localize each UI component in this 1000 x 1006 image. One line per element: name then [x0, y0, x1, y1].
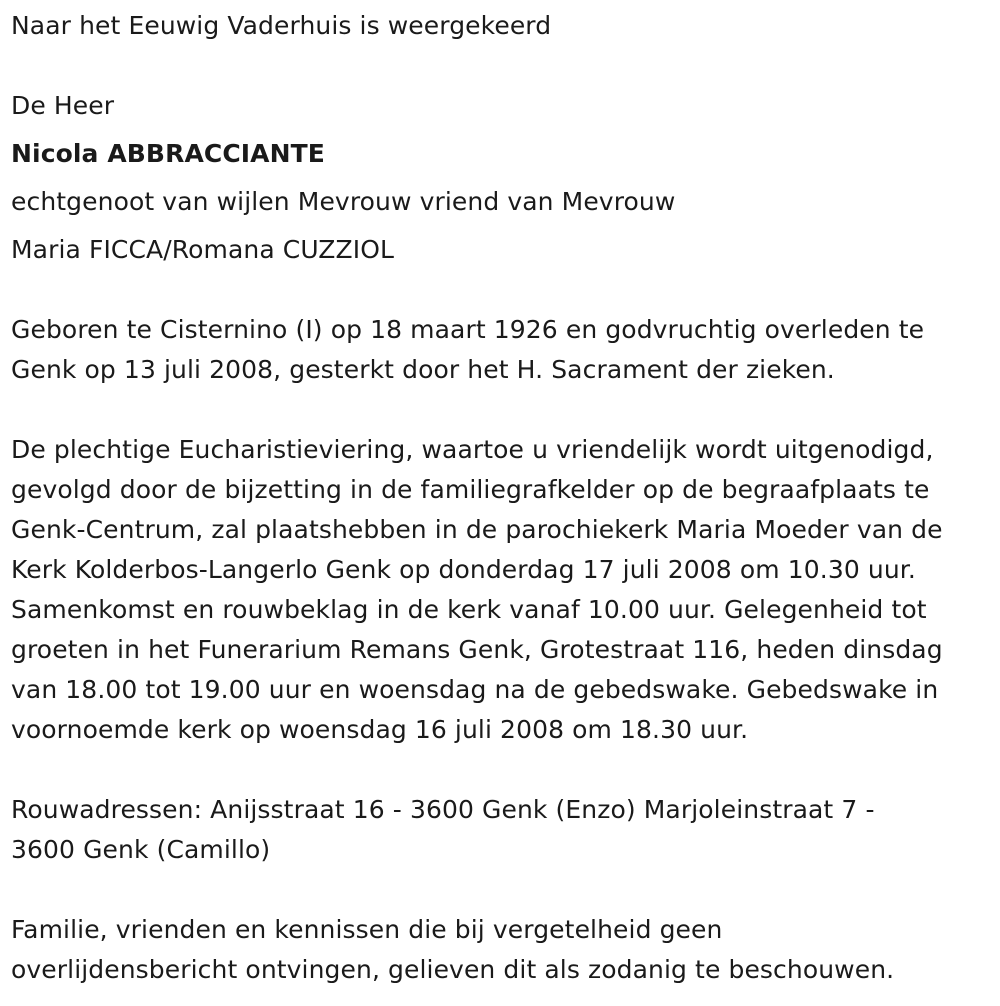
ceremony-line: Kerk Kolderbos-Langerlo Genk op donderdag 17 juli 2008 om 10.30 uur. [11, 555, 916, 584]
addresses-paragraph [11, 790, 996, 870]
birth-paragraph [11, 310, 996, 390]
address-line: Rouwadressen: Anijsstraat 16 - 3600 Genk (Enzo) Marjoleinstraat 7 - [11, 795, 875, 824]
relation-line-2: Maria FICCA/Romana CUZZIOL [11, 235, 395, 264]
birth-line: Geboren te Cisternino (I) op 18 maart 1926 en godvruchtig overleden te [11, 315, 925, 344]
relation-line-1: echtgenoot van wijlen Mevrouw vriend van Mevrouw [11, 187, 676, 216]
ceremony-line: Genk-Centrum, zal plaatshebben in de parochiekerk Maria Moeder van de [11, 515, 943, 544]
address-line: 3600 Genk (Camillo) [11, 835, 271, 864]
ceremony-line: Samenkomst en rouwbeklag in de kerk vanaf 10.00 uur. Gelegenheid tot [11, 595, 927, 624]
closing-paragraph [11, 910, 996, 990]
closing-line: overlijdensbericht ontvingen, gelieven dit als zodanig te beschouwen. [11, 955, 895, 984]
deceased-name: Nicola ABBRACCIANTE [11, 139, 325, 168]
closing-line: Familie, vrienden en kennissen die bij vergetelheid geen [11, 915, 723, 944]
birth-line: Genk op 13 juli 2008, gesterkt door het H. Sacrament der zieken. [11, 355, 835, 384]
ceremony-paragraph [11, 430, 996, 750]
ceremony-line: van 18.00 tot 19.00 uur en woensdag na de gebedswake. Gebedswake in [11, 675, 939, 704]
ceremony-line: De plechtige Eucharistieviering, waartoe u vriendelijk wordt uitgenodigd, [11, 435, 934, 464]
ceremony-line: groeten in het Funerarium Remans Genk, Grotestraat 116, heden dinsdag [11, 635, 943, 664]
ceremony-line: voornoemde kerk op woensdag 16 juli 2008 om 18.30 uur. [11, 715, 749, 744]
intro-text: Naar het Eeuwig Vaderhuis is weergekeerd [11, 11, 552, 40]
salutation: De Heer [11, 91, 115, 120]
ceremony-line: gevolgd door de bijzetting in de familiegrafkelder op de begraafplaats te [11, 475, 930, 504]
